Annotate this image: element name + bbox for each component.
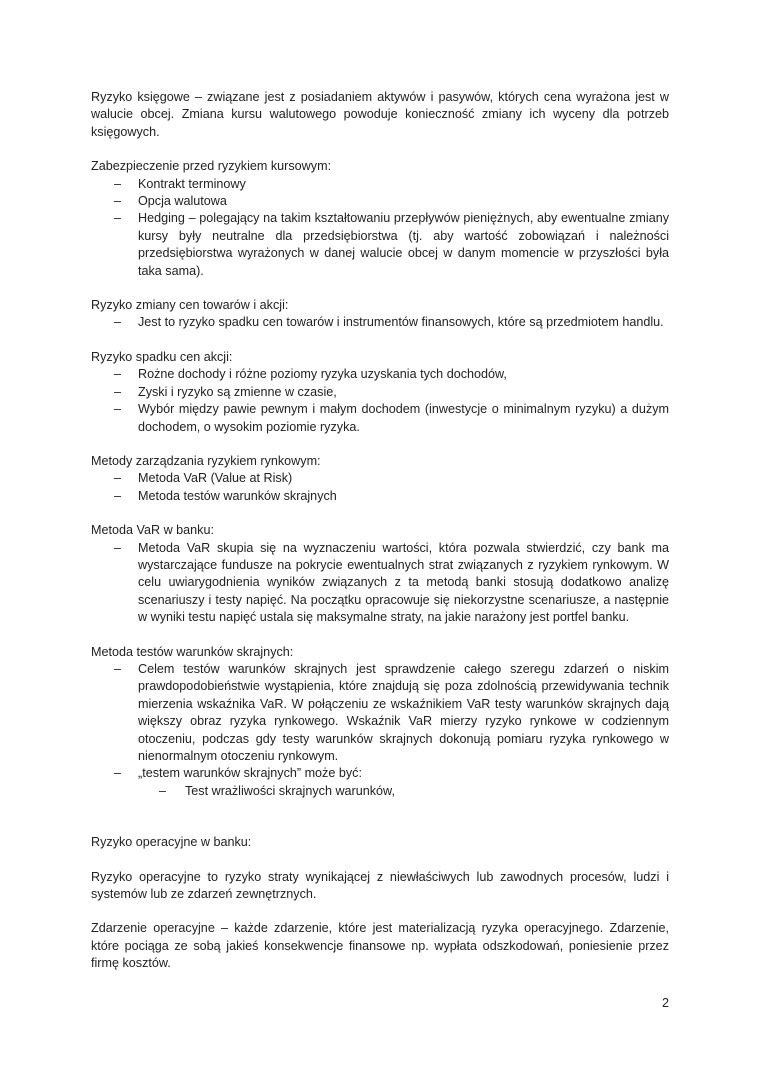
dash-bullet: – bbox=[114, 471, 122, 486]
list-item: – Celem testów warunków skrajnych jest sprawdzenie całego szeregu zdarzeń o niskim prawdopodobieństwie wystąpienia, które znajdują się poza zdolnością przewidywania technik mierzenia wskaźnika VaR. W połączeniu ze wskaźnikiem VaR testy warunków skrajnych dają większy obraz ryzyka rynkowego. Wskaźnik VaR mierzy ryzyko rynkowe w codziennym otoczeniu, podczas gdy testy warunków skrajnych dokonują pomiaru ryzyka rynkowego w nienormalnym otoczeniu rynkowym. bbox=[114, 661, 669, 763]
page-number: 2 bbox=[661, 996, 669, 1010]
dash-bullet: – bbox=[114, 402, 122, 417]
section-heading-operational-risk: Ryzyko operacyjne w banku: bbox=[91, 835, 252, 850]
list-item: – Metoda VaR (Value at Risk) bbox=[91, 470, 669, 487]
list-item: – Opcja walutowa bbox=[91, 193, 669, 210]
list-stock-risk bbox=[91, 366, 669, 436]
sub-list-item: – Test wrażliwości skrajnych warunków, bbox=[91, 783, 669, 800]
list-item: – Metoda VaR skupia się na wyznaczeniu wartości, która pozwala stwierdzić, czy bank ma wystarczające fundusze na pokrycie ewentualnych strat związanych z ryzykiem rynkowym. W celu uwiarygodnienia wyników związanych z ta metodą banki stosują dodatkowo analizę scenariuszy i testy napięć. Na początku opracowuje się niekorzystne scenariusze, a następnie w wyniki testu napięć ustala się maksymalne straty, na jakie narażony jest portfel banku. bbox=[114, 540, 669, 625]
dash-bullet: – bbox=[114, 766, 122, 781]
list-item: – Rożne dochody i różne poziomy ryzyka uzyskania tych dochodów, bbox=[91, 366, 669, 383]
dash-bullet: – bbox=[114, 384, 122, 399]
section-heading-currency-hedge: Zabezpieczenie przed ryzykiem kursowym: bbox=[91, 159, 332, 174]
list-item: – Jest to ryzyko spadku cen towarów i instrumentów finansowych, które są przedmiotem handlu. bbox=[91, 314, 669, 331]
section-heading-commodity-risk: Ryzyko zmiany cen towarów i akcji: bbox=[91, 298, 289, 313]
dash-bullet: – bbox=[114, 176, 122, 191]
list-item: – Metoda testów warunków skrajnych bbox=[91, 488, 669, 505]
dash-bullet: – bbox=[159, 783, 167, 798]
list-currency-hedge bbox=[91, 176, 669, 280]
list-item: – Zyski i ryzyko są zmienne w czasie, bbox=[91, 384, 669, 401]
list-item: – Kontrakt terminowy bbox=[91, 176, 669, 193]
dash-bullet: – bbox=[114, 194, 122, 209]
section-heading-stock-risk: Ryzyko spadku cen akcji: bbox=[91, 349, 233, 364]
paragraph-accounting-risk: Ryzyko księgowe – związane jest z posiadaniem aktywów i pasywów, których cena wyrażona jest w walucie obcej. Zmiana kursu walutowego powoduje konieczność zmiany ich wyceny dla potrzeb księgowych. bbox=[91, 90, 669, 139]
dash-bullet: – bbox=[114, 488, 122, 503]
section-heading-stress-tests: Metoda testów warunków skrajnych: bbox=[91, 644, 294, 659]
list-item: – Wybór między pawie pewnym i małym dochodem (inwestycje o minimalnym ryzyku) a dużym dochodem, o wysokim poziomie ryzyka. bbox=[114, 402, 669, 434]
list-market-risk-methods bbox=[91, 470, 669, 505]
list-var-bank bbox=[91, 540, 669, 627]
document-page bbox=[91, 89, 669, 973]
list-commodity-risk bbox=[91, 314, 669, 331]
list-stress-tests bbox=[91, 661, 669, 800]
dash-bullet: – bbox=[114, 211, 122, 226]
dash-bullet: – bbox=[114, 367, 122, 382]
list-item: – „testem warunków skrajnych” może być: bbox=[91, 765, 669, 782]
section-heading-market-risk-methods: Metody zarządzania ryzykiem rynkowym: bbox=[91, 453, 321, 468]
paragraph-operational-event: Zdarzenie operacyjne – każde zdarzenie, które jest materializacją ryzyka operacyjnego. Zdarzenie, które pociąga ze sobą jakieś konsekwencje finansowe np. wypłata odszkodowań, poniesienie przez firmę kosztów. bbox=[91, 921, 669, 971]
dash-bullet: – bbox=[114, 315, 122, 330]
section-heading-var-bank: Metoda VaR w banku: bbox=[91, 523, 214, 538]
dash-bullet: – bbox=[114, 540, 122, 555]
paragraph-operational-risk-definition: Ryzyko operacyjne to ryzyko straty wynikającej z niewłaściwych lub zawodnych procesów, ludzi i systemów lub ze zdarzeń zewnętrznych. bbox=[91, 869, 669, 902]
list-item: – Hedging – polegający na takim kształtowaniu przepływów pieniężnych, aby ewentualne zmiany kursy były neutralne dla przedsiębiorstwa (tj. aby wartość zobowiązań i należności przedsiębiorstwa wyrażonych w danej walucie obcej w danym momencie w przyszłości była taka sama). bbox=[114, 211, 669, 278]
dash-bullet: – bbox=[114, 661, 122, 676]
